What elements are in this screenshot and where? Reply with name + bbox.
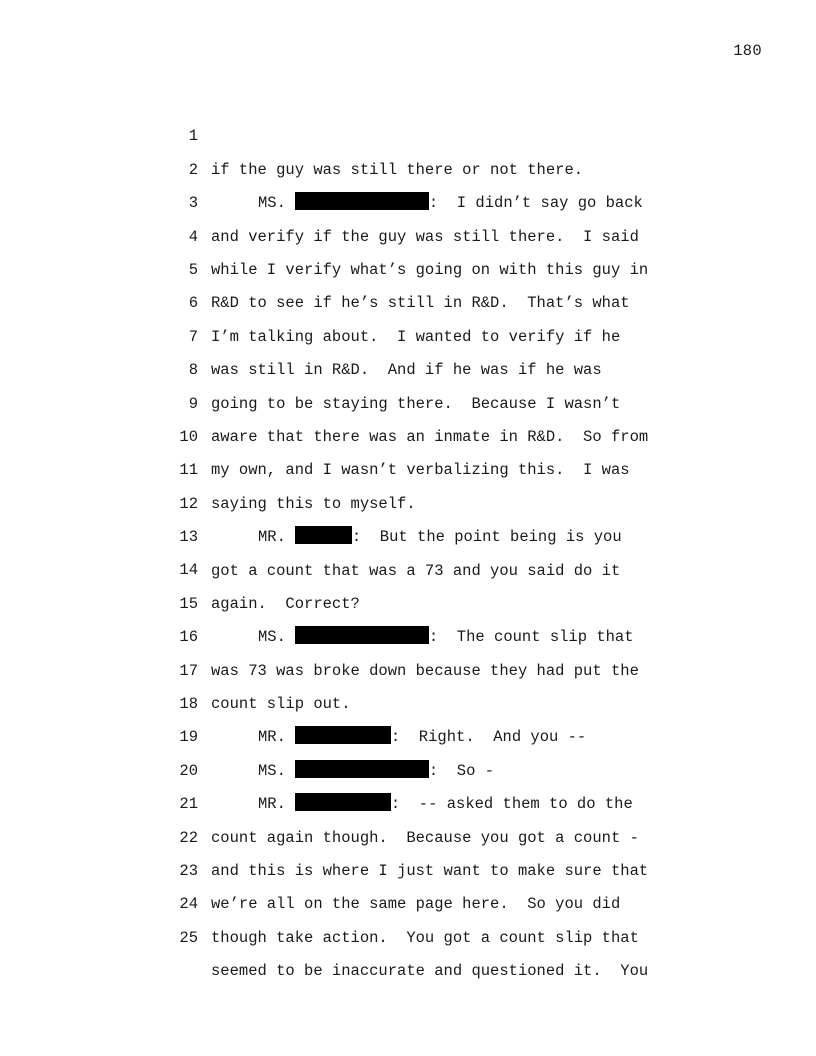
line-number: 5: [188, 260, 198, 279]
speech-text: : The count slip that: [428, 628, 634, 647]
speech-text: : Right. And you --: [390, 728, 587, 747]
line-text: count again though. Because you got a count -: [211, 828, 639, 847]
speech-text: : So -: [428, 761, 495, 780]
line-text: going to be staying there. Because I wasn’t: [211, 394, 621, 413]
speech-text: : But the point being is you: [351, 528, 622, 547]
line-text: and verify if the guy was still there. I said: [211, 227, 639, 246]
line-text: seemed to be inaccurate and questioned it. You: [211, 962, 649, 981]
transcript-line: [170, 87, 690, 179]
line-number: 24: [179, 895, 198, 914]
speaker-title: MR.: [258, 795, 286, 814]
line-number: 20: [179, 761, 198, 780]
line-number: 1: [188, 127, 198, 146]
line-number: 18: [179, 695, 198, 714]
speaker-title: MS.: [258, 194, 286, 213]
line-number: 21: [179, 795, 198, 814]
line-number: 15: [179, 594, 198, 613]
line-number: 11: [179, 461, 198, 480]
line-number: 25: [179, 928, 198, 947]
line-number: 23: [179, 862, 198, 880]
line-number: 4: [188, 227, 198, 246]
line-text: while I verify what’s going on with this guy in: [211, 260, 649, 279]
line-number: 12: [179, 494, 198, 513]
line-text: was 73 was broke down because they had put the: [211, 661, 639, 680]
speech-text: : -- asked them to do the: [390, 795, 633, 814]
speech-text: : I didn’t say go back: [428, 194, 643, 213]
transcript-body: [170, 87, 690, 981]
line-number: 8: [188, 361, 198, 380]
line-text: got a count that was a 73 and you said do it: [211, 561, 621, 580]
line-number: 22: [179, 828, 198, 847]
line-text: we’re all on the same page here. So you did: [211, 895, 621, 914]
line-number: 2: [188, 160, 198, 179]
line-text: aware that there was an inmate in R&D. So from: [211, 427, 649, 446]
line-text: saying this to myself.: [211, 494, 416, 513]
speaker-title: MS.: [258, 628, 286, 647]
line-text: if the guy was still there or not there.: [211, 160, 584, 179]
line-text: R&D to see if he’s still in R&D. That’s what: [211, 294, 630, 313]
line-text: I’m talking about. I wanted to verify if he: [211, 327, 621, 346]
line-text: and this is where I just want to make sure that: [211, 862, 649, 881]
line-number: 3: [188, 194, 198, 213]
speaker-title: MS.: [258, 761, 286, 780]
line-number: 9: [188, 394, 198, 413]
line-number: 7: [188, 327, 198, 346]
line-text: though take action. You got a count slip that: [211, 928, 639, 947]
line-number: 14: [179, 561, 198, 580]
speaker-title: MR.: [258, 528, 286, 547]
line-number: 10: [179, 427, 198, 446]
line-number: 16: [179, 628, 198, 647]
line-number: 13: [179, 528, 198, 547]
line-text: was still in R&D. And if he was if he was: [211, 361, 602, 380]
line-number: 6: [188, 294, 198, 313]
line-number: 17: [179, 661, 198, 680]
line-number: 19: [179, 728, 198, 747]
line-text: my own, and I wasn’t verbalizing this. I was: [211, 461, 630, 480]
speaker-title: MR.: [258, 728, 286, 747]
page-number: 180: [733, 42, 762, 60]
line-text: again. Correct?: [211, 594, 360, 613]
line-text: count slip out.: [211, 695, 351, 714]
